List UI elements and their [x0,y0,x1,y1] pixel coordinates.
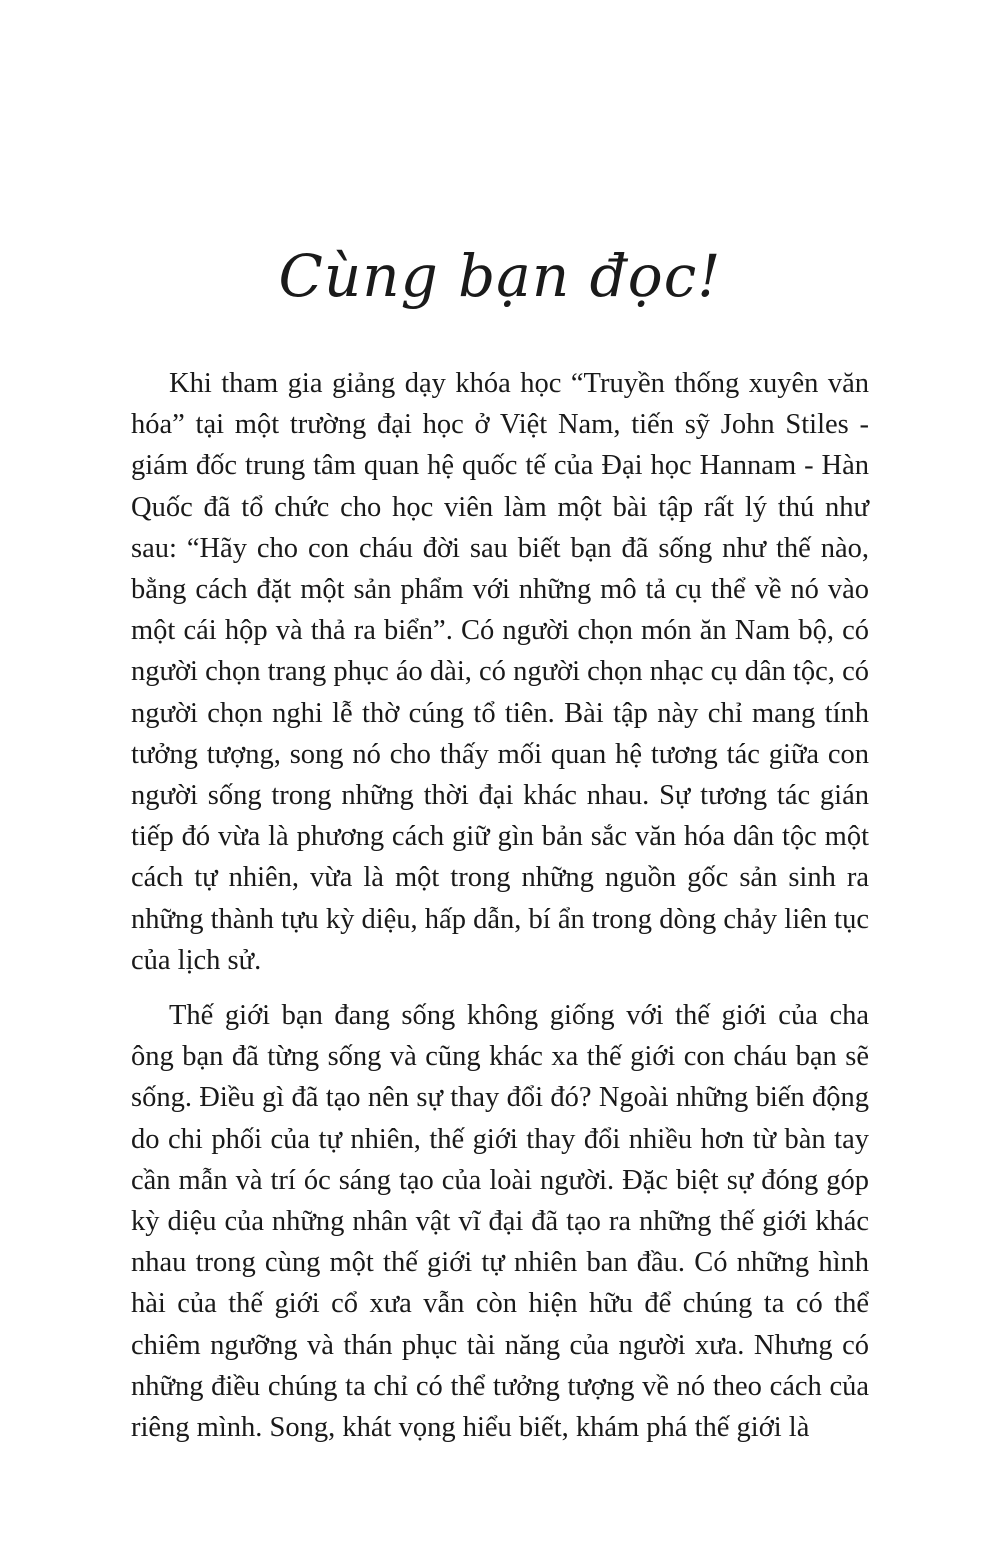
paragraph-2: Thế giới bạn đang sống không giống với thế giới của cha ông bạn đã từng sống và cũng khác xa thế giới con cháu bạn sẽ sống. Điều gì đã tạo nên sự thay đổi đó? Ngoài những biến động do chi phối của tự nhiên, thế giới thay đổi nhiều hơn từ bàn tay cần mẫn và trí óc sáng tạo của loài người. Đặc biệt sự đóng góp kỳ diệu của những nhân vật vĩ đại đã tạo ra những thế giới khác nhau trong cùng một thế giới tự nhiên ban đầu. Có những hình hài của thế giới cổ xưa vẫn còn hiện hữu để chúng ta có thể chiêm ngưỡng và thán phục tài năng của người xưa. Nhưng có những điều chúng ta chỉ có thể tưởng tượng về nó theo cách của riêng mình. Song, khát vọng hiểu biết, khám phá thế giới là [131,1000,869,1444]
paragraph-1: Khi tham gia giảng dạy khóa học “Truyền thống xuyên văn hóa” tại một trường đại học ở Việt Nam, tiến sỹ John Stiles - giám đốc trung tâm quan hệ quốc tế của Đại học Hannam - Hàn Quốc đã tổ chức cho học viên làm một bài tập rất lý thú như sau: “Hãy cho con cháu đời sau biết bạn đã sống như thế nào, bằng cách đặt một sản phẩm với những mô tả cụ thể về nó vào một cái hộp và thả ra biển”. Có người chọn món ăn Nam bộ, có người chọn trang phục áo dài, có người chọn nhạc cụ dân tộc, có người chọn nghi lễ thờ cúng tổ tiên. Bài tập này chỉ mang tính tưởng tượng, song nó cho thấy mối quan hệ tương tác giữa con người sống trong những thời đại khác nhau. Sự tương tác gián tiếp đó vừa là phương cách giữ gìn bản sắc văn hóa dân tộc một cách tự nhiên, vừa là một trong những nguồn gốc sản sinh ra những thành tựu kỳ diệu, hấp dẫn, bí ẩn trong dòng chảy liên tục của lịch sử. [131,368,869,976]
body-text [131,363,869,1462]
page-title: Cùng bạn đọc! [278,242,722,310]
